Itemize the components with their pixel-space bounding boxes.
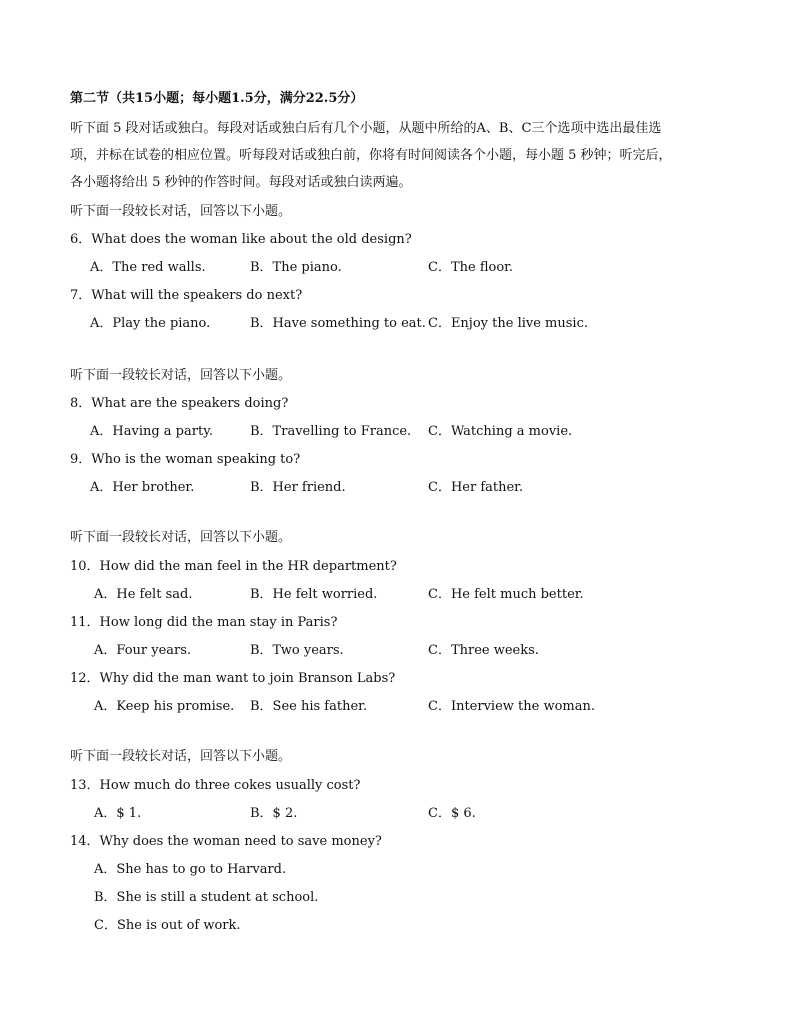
option-a: A．Her brother. [90, 480, 195, 495]
option-c: C．$ 6. [428, 806, 476, 821]
option-a: A．He felt sad. [94, 587, 193, 602]
question-stem: 8．What are the speakers doing? [70, 396, 289, 411]
instruction-line: 项，并标在试卷的相应位置。听每段对话或独白前，你将有时间阅读各个小题，每小题 5 秒钟；听完后， [70, 148, 672, 163]
option-b: B．$ 2. [250, 806, 298, 821]
option-c: C．Enjoy the live music. [428, 316, 588, 331]
option-b: B．See his father. [250, 699, 368, 714]
option-c: C．The floor. [428, 260, 514, 275]
instruction-line: 各小题将给出 5 秒钟的作答时间。每段对话或独白读两遍。 [70, 175, 412, 190]
option-a: A．Four years. [94, 643, 192, 658]
option-b: B．The piano. [250, 260, 342, 275]
question-stem: 11．How long did the man stay in Paris? [70, 615, 338, 630]
question-stem: 6．What does the woman like about the old design? [70, 232, 412, 247]
option-c: C．Watching a movie. [428, 424, 573, 439]
option-b: B．Travelling to France. [250, 424, 412, 439]
option-c: C．Her father. [428, 480, 524, 495]
instruction-line: 听下面 5 段对话或独白。每段对话或独白后有几个小题，从题中所给的A、B、C三个选项中选出最佳选 [70, 121, 662, 136]
option-a: A．Having a party. [90, 424, 213, 439]
option-c: C．Interview the woman. [428, 699, 596, 714]
option-b: B．Have something to eat. [250, 316, 426, 331]
question-stem: 9．Who is the woman speaking to? [70, 452, 301, 467]
option-a: A．$ 1. [94, 806, 142, 821]
option-b: B．Two years. [250, 643, 344, 658]
question-stem: 13．How much do three cokes usually cost? [70, 778, 361, 793]
question-stem: 12．Why did the man want to join Branson Labs? [70, 671, 396, 686]
option-a: A．Play the piano. [90, 316, 211, 331]
option-c: C．Three weeks. [428, 643, 539, 658]
question-stem: 7．What will the speakers do next? [70, 288, 303, 303]
group-intro: 听下面一段较长对话，回答以下小题。 [70, 749, 292, 764]
option-c: C．He felt much better. [428, 587, 584, 602]
group-intro: 听下面一段较长对话，回答以下小题。 [70, 530, 292, 545]
option-a: A．Keep his promise. [94, 699, 235, 714]
question-stem: 14．Why does the woman need to save money? [70, 834, 382, 849]
group-intro: 听下面一段较长对话，回答以下小题。 [70, 204, 292, 219]
option-b: B．Her friend. [250, 480, 346, 495]
option-a: A．The red walls. [90, 260, 206, 275]
option-c: C．She is out of work. [94, 918, 241, 933]
section-title: 第二节（共15小题；每小题1.5分，满分22.5分） [70, 91, 364, 106]
option-a: A．She has to go to Harvard. [94, 862, 287, 877]
option-b: B．She is still a student at school. [94, 890, 319, 905]
group-intro: 听下面一段较长对话，回答以下小题。 [70, 368, 292, 383]
question-stem: 10．How did the man feel in the HR department? [70, 559, 397, 574]
option-b: B．He felt worried. [250, 587, 378, 602]
